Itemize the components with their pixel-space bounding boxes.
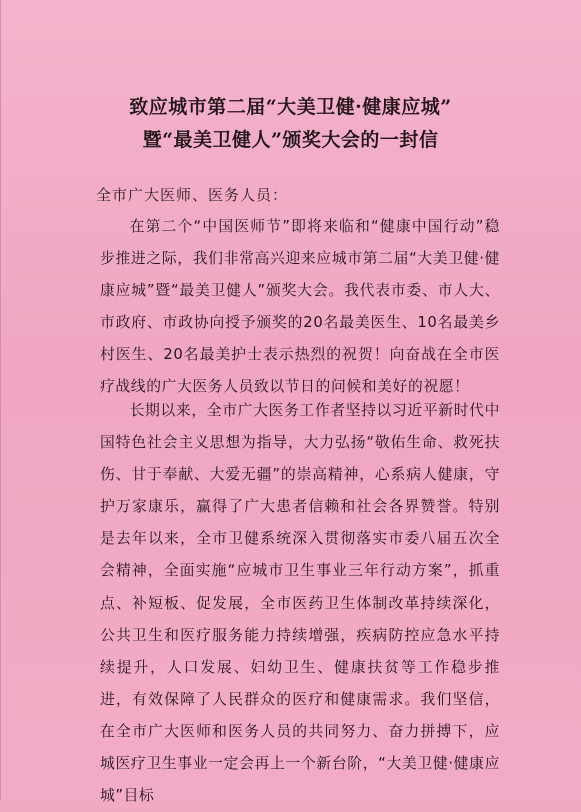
letter-greeting: 全市广大医师、医务人员： bbox=[96, 186, 289, 204]
letter-paragraph-1: 在第二个“中国医师节”即将来临和“健康中国行动”稳步推进之际，我们非常高兴迎来应城市第二届“大美卫健·健康应城”暨“最美卫健人”颁奖大会。我代表市委、市人大、市政府、市政协向授予颁奖的20名最美医生、10名最美乡村医生、20名最美护士表示热烈的祝贺！向奋战在全市医疗战线的广大医务人员致以节日的问候和美好的祝愿！ bbox=[100, 218, 500, 396]
letter-title-line-1: 致应城市第二届“大美卫健·健康应城” bbox=[129, 96, 452, 118]
page-edge bbox=[0, 0, 1, 800]
letter-title-line-2: 暨“最美卫健人”颁奖大会的一封信 bbox=[142, 129, 439, 151]
letter-paragraph-2: 长期以来，全市广大医务工作者坚持以习近平新时代中国特色社会主义思想为指导，大力弘扬“敬佑生命、救死扶伤、甘于奉献、大爱无疆”的崇高精神，心系病人健康，守护万家康乐，赢得了广大患者信赖和社会各界赞誉。特别是去年以来，全市卫健系统深入贯彻落实市委八届五次全会精神，全面实施“应城市卫生事业三年行动方案”，抓重点、补短板、促发展，全市医药卫生体制改革持续深化，公共卫生和医疗服务能力持续增强，疾病防控应急水平持续提升，人口发展、妇幼卫生、健康扶贫等工作稳步推进，有效保障了人民群众的医疗和健康需求。我们坚信，在全市广大医师和医务人员的共同努力、奋力拼搏下，应城医疗卫生事业一定会再上一个新台阶，“大美卫健·健康应城”目标 bbox=[100, 402, 500, 805]
